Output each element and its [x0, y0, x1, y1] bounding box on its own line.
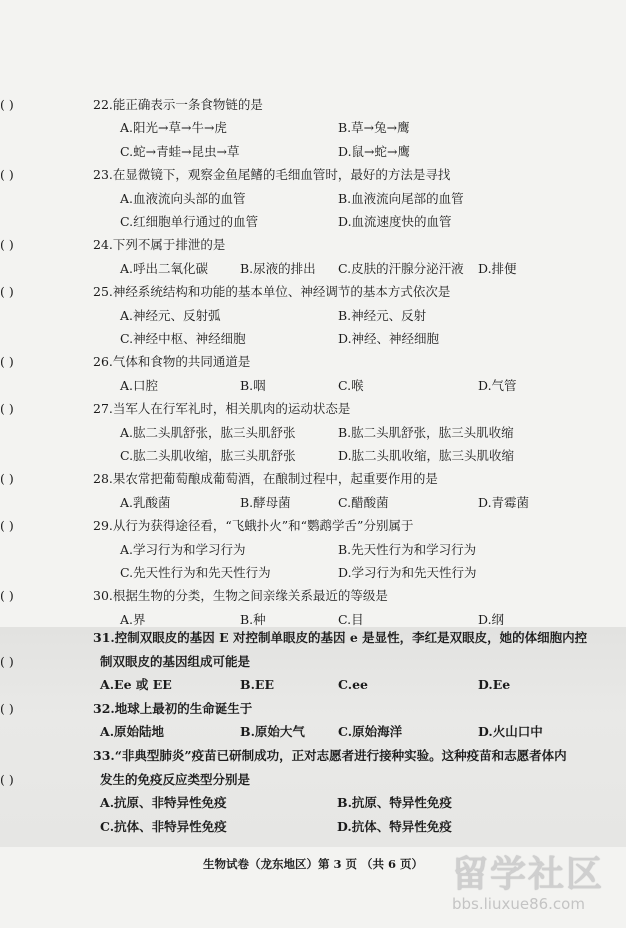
question-stem: 28.果农常把葡萄酿成葡萄酒，在酿制过程中，起重要作用的是: [93, 471, 438, 487]
answer-option: D.青霉菌: [478, 494, 530, 510]
question-stem: 制双眼皮的基因组成可能是: [100, 653, 251, 669]
answer-option: A.肱二头肌舒张，肱三头肌舒张: [120, 424, 296, 440]
question-stem: 22.能正确表示一条食物链的是: [93, 97, 263, 112]
answer-option: A.学习行为和学习行为: [120, 541, 246, 557]
answer-option: A.血液流向头部的血管: [120, 190, 246, 206]
watermark-logo-text: 留学社区: [452, 854, 605, 895]
answer-blank: ( ): [0, 167, 14, 183]
answer-option: B.先天性行为和学习行为: [338, 541, 477, 557]
watermark-url: bbs.liuxue86.com: [452, 895, 585, 913]
answer-option: D.肱二头肌收缩，肱三头肌收缩: [338, 448, 515, 463]
answer-blank: ( ): [0, 97, 14, 112]
answer-option: C.目: [338, 611, 364, 627]
question-stem: 29.从行为获得途径看，“飞蛾扑火”和“鹦鹉学舌”分别属于: [93, 518, 414, 534]
answer-blank: ( ): [0, 354, 14, 370]
answer-option: C.神经中枢、神经细胞: [120, 331, 246, 346]
answer-option: C.原始海洋: [338, 724, 403, 740]
answer-option: A.乳酸菌: [120, 494, 171, 510]
answer-option: A.口腔: [120, 377, 159, 393]
answer-option: C.喉: [338, 377, 364, 393]
answer-option: A.呼出二氧化碳: [120, 260, 209, 276]
answer-option: D.抗体、特异性免疫: [337, 818, 452, 834]
answer-option: B.尿液的排出: [240, 260, 316, 276]
answer-option: B.肱二头肌舒张，肱三头肌收缩: [338, 424, 514, 440]
answer-option: C.抗体、非特异性免疫: [100, 818, 227, 834]
answer-blank: ( ): [0, 237, 14, 253]
answer-option: D.神经、神经细胞: [338, 331, 440, 346]
answer-option: D.血流速度快的血管: [338, 214, 452, 229]
answer-option: A.界: [120, 611, 146, 627]
answer-option: B.抗原、特异性免疫: [337, 795, 452, 811]
answer-option: C.皮肤的汗腺分泌汗液: [338, 260, 464, 276]
question-stem: 31.控制双眼皮的基因 E 对控制单眼皮的基因 e 是显性，李红是双眼皮，她的体细胞内控: [93, 630, 588, 645]
answer-option: A.抗原、非特异性免疫: [100, 795, 227, 811]
answer-option: B.种: [240, 611, 266, 627]
answer-blank: ( ): [0, 518, 14, 534]
answer-blank: ( ): [0, 700, 14, 716]
question-stem: 27.当军人在行军礼时，相关肌肉的运动状态是: [93, 401, 351, 417]
answer-option: C.ee: [338, 677, 368, 693]
answer-option: B.血液流向尾部的血管: [338, 190, 464, 206]
question-stem: 24.下列不属于排泄的是: [93, 237, 226, 253]
answer-option: C.先天性行为和先天性行为: [120, 565, 271, 580]
answer-option: D.Ee: [478, 677, 511, 693]
answer-option: A.神经元、反射弧: [120, 307, 221, 323]
answer-option: D.鼠→蛇→鹰: [338, 143, 410, 159]
answer-option: B.酵母菌: [240, 494, 291, 510]
answer-option: B.神经元、反射: [338, 307, 427, 323]
answer-option: C.蛇→青蛙→昆虫→草: [120, 143, 240, 159]
answer-option: D.纲: [478, 611, 505, 627]
answer-option: D.气管: [478, 377, 517, 393]
answer-blank: ( ): [0, 653, 14, 669]
question-stem: 23.在显微镜下，观察金鱼尾鳍的毛细血管时，最好的方法是寻找: [93, 167, 451, 183]
question-stem: 32.地球上最初的生命诞生于: [93, 700, 253, 716]
answer-option: B.咽: [240, 377, 266, 393]
answer-option: A.Ee 或 EE: [100, 677, 172, 693]
answer-option: B.EE: [240, 677, 274, 693]
question-stem: 33.“非典型肺炎”疫苗已研制成功，正对志愿者进行接种实验。这种疫苗和志愿者体内: [93, 748, 567, 763]
answer-option: D.火山口中: [478, 724, 543, 740]
answer-option: B.原始大气: [240, 724, 305, 740]
answer-blank: ( ): [0, 588, 14, 604]
answer-blank: ( ): [0, 771, 14, 787]
answer-option: A.原始陆地: [100, 724, 165, 740]
question-stem: 26.气体和食物的共同通道是: [93, 354, 251, 370]
answer-blank: ( ): [0, 284, 14, 300]
answer-blank: ( ): [0, 471, 14, 487]
answer-option: D.学习行为和先天性行为: [338, 565, 477, 580]
page-footer: 生物试卷（龙东地区）第 3 页 （共 6 页）: [202, 857, 424, 871]
question-stem: 25.神经系统结构和功能的基本单位、神经调节的基本方式依次是: [93, 284, 451, 300]
answer-option: C.红细胞单行通过的血管: [120, 214, 259, 229]
question-stem: 发生的免疫反应类型分别是: [100, 771, 251, 787]
watermark-logo: [452, 855, 612, 917]
answer-option: C.肱二头肌收缩，肱三头肌舒张: [120, 448, 296, 463]
question-stem: 30.根据生物的分类，生物之间亲缘关系最近的等级是: [93, 588, 388, 604]
answer-option: D.排便: [478, 260, 517, 276]
answer-option: C.醋酸菌: [338, 494, 389, 510]
answer-option: A.阳光→草→牛→虎: [120, 120, 227, 136]
answer-blank: ( ): [0, 401, 14, 417]
answer-option: B.草→兔→鹰: [338, 120, 410, 136]
